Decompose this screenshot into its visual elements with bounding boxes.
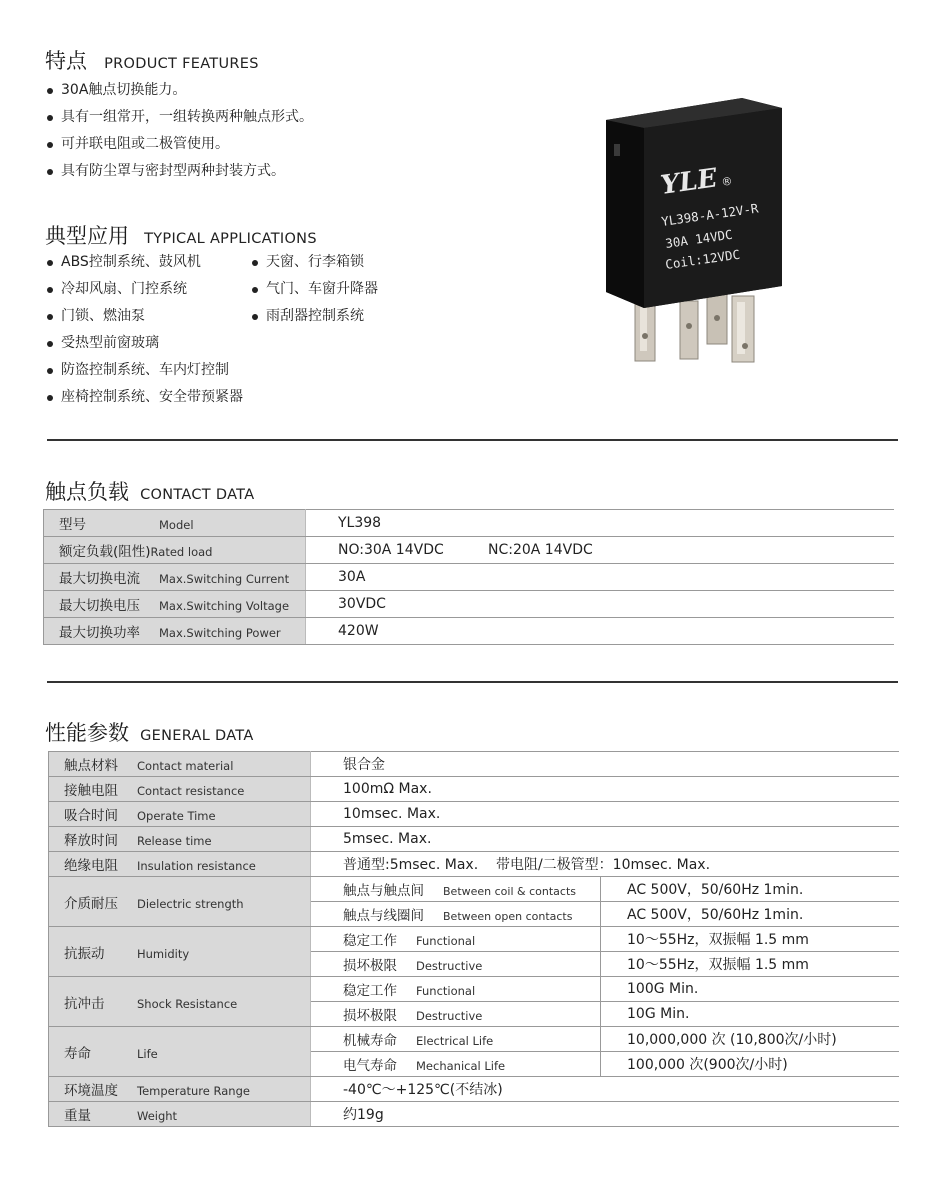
applications-title-en: TYPICAL APPLICATIONS: [144, 231, 317, 247]
relay-model-label: YL398-A-12V-R: [660, 200, 760, 229]
list-item: 天窗、行李箱锁: [250, 249, 378, 276]
row-label-cn: 释放时间: [64, 833, 118, 849]
relay-registered-mark: ®: [720, 174, 734, 189]
table-row: [49, 1102, 899, 1127]
row-label-en: Operate Time: [137, 809, 216, 823]
general-heading: [45, 717, 254, 747]
relay-coil-label: Coil:12VDC: [664, 246, 741, 272]
table-row: [49, 977, 899, 1002]
row-label-en: Dielectric strength: [137, 896, 244, 911]
list-item: 30A触点切换能力。: [45, 77, 313, 104]
list-item: 具有一组常开，一组转换两种触点形式。: [45, 104, 313, 131]
list-item: 座椅控制系统、安全带预紧器: [45, 384, 243, 411]
row-value: 10～55Hz，双振幅 1.5 mm: [601, 927, 899, 952]
general-title-cn: 性能参数: [45, 721, 129, 745]
sub-label-en: Destructive: [416, 959, 483, 973]
relay-rating-label: 30A 14VDC: [664, 226, 734, 251]
general-title-en: GENERAL DATA: [140, 728, 254, 744]
sub-label-cn: 损坏极限: [343, 1008, 397, 1024]
row-label-en: Rated load: [150, 545, 213, 559]
row-value: 银合金: [311, 752, 899, 777]
sub-label-cn: 稳定工作: [343, 933, 397, 949]
table-row: [49, 752, 899, 777]
row-label-en: Model: [159, 518, 194, 532]
applications-list-left: [45, 249, 243, 411]
list-item: 冷却风扇、门控系统: [45, 276, 243, 303]
table-row: [44, 618, 894, 645]
row-label-en: Shock Resistance: [137, 996, 238, 1011]
row-value: -40℃～+125℃(不结冰): [311, 1077, 899, 1102]
row-label-en: Weight: [137, 1109, 178, 1123]
sub-label-cn: 电气寿命: [343, 1058, 397, 1074]
list-item: 防盗控制系统、车内灯控制: [45, 357, 243, 384]
row-label-cn: 重量: [64, 1108, 91, 1124]
row-value: YL398: [306, 510, 894, 537]
table-row: [44, 510, 894, 537]
table-row: [49, 877, 899, 902]
row-label-cn: 最大切换功率: [59, 625, 140, 641]
contact-title-cn: 触点负载: [45, 480, 129, 504]
row-label-cn: 寿命: [64, 1045, 91, 1062]
row-label-en: Release time: [137, 834, 212, 848]
row-value: 420W: [306, 618, 894, 645]
row-label-en: Max.Switching Current: [159, 572, 290, 586]
row-value: AC 500V，50/60Hz 1min.: [601, 902, 899, 927]
sub-label-cn: 触点与线圈间: [343, 908, 424, 924]
features-title-en: PRODUCT FEATURES: [104, 56, 259, 72]
contact-heading: [45, 476, 254, 506]
sub-label-en: Destructive: [416, 1009, 483, 1023]
row-value: AC 500V，50/60Hz 1min.: [601, 877, 899, 902]
row-value: 100G Min.: [601, 977, 899, 1002]
list-item: 受热型前窗玻璃: [45, 330, 243, 357]
row-label-en: Insulation resistance: [137, 859, 256, 873]
row-label-cn: 抗振动: [64, 945, 105, 962]
features-heading: [45, 45, 259, 75]
applications-title-cn: 典型应用: [45, 224, 129, 248]
row-label-cn: 环境温度: [64, 1083, 118, 1099]
applications-heading: [45, 220, 317, 250]
table-row: [44, 537, 894, 564]
sub-label-cn: 损坏极限: [343, 958, 397, 974]
sub-label-en: Between open contacts: [443, 910, 573, 923]
sub-label-en: Functional: [416, 934, 476, 948]
row-label-en: Contact resistance: [137, 784, 245, 798]
row-value: 10～55Hz，双振幅 1.5 mm: [601, 952, 899, 977]
table-row: [49, 1027, 899, 1052]
row-value: 5msec. Max.: [311, 827, 899, 852]
row-value: 10G Min.: [601, 1002, 899, 1027]
row-label-cn: 最大切换电压: [59, 598, 140, 614]
row-label-en: Temperature Range: [137, 1084, 250, 1098]
row-value: 10,000,000 次 (10,800次/小时): [601, 1027, 899, 1052]
row-label-cn: 额定负载(阻性): [59, 544, 151, 560]
sub-label-en: Functional: [416, 984, 476, 998]
row-value-no: NO:30A 14VDC: [338, 542, 444, 558]
contact-title-en: CONTACT DATA: [140, 487, 255, 503]
table-row: [49, 827, 899, 852]
table-row: [49, 777, 899, 802]
row-value: 30VDC: [306, 591, 894, 618]
sub-label-en: Between coil & contacts: [443, 885, 576, 898]
row-value: 100,000 次(900次/小时): [601, 1052, 899, 1077]
row-label-cn: 吸合时间: [64, 808, 118, 824]
row-value: 10msec. Max.: [311, 802, 899, 827]
list-item: 气门、车窗升降器: [250, 276, 378, 303]
list-item: 雨刮器控制系统: [250, 303, 378, 330]
relay-brand: YLE: [658, 163, 720, 201]
sub-label-cn: 触点与触点间: [343, 883, 424, 899]
table-row: [49, 1077, 899, 1102]
relay-product-image: [592, 96, 802, 366]
features-title-cn: 特点: [45, 49, 87, 73]
features-list: [45, 77, 313, 185]
applications-list-right: [250, 249, 378, 330]
row-value: 约19g: [311, 1102, 899, 1127]
table-row: [44, 591, 894, 618]
row-label-cn: 触点材料: [64, 758, 118, 774]
row-value: 100mΩ Max.: [311, 777, 899, 802]
row-label-cn: 接触电阻: [64, 783, 118, 799]
sub-label-en: Electrical Life: [416, 1034, 494, 1048]
row-label-cn: 绝缘电阻: [64, 858, 118, 874]
table-row: [44, 564, 894, 591]
contact-data-table: [43, 509, 894, 645]
row-label-en: Humidity: [137, 946, 190, 961]
sub-label-en: Mechanical Life: [416, 1059, 506, 1073]
row-value: 30A: [306, 564, 894, 591]
section-divider: [47, 681, 898, 683]
row-label-en: Contact material: [137, 759, 234, 773]
list-item: 门锁、燃油泵: [45, 303, 243, 330]
row-label-en: Life: [137, 1046, 158, 1061]
row-value: 普通型:5msec. Max. 带电阻/二极管型：10msec. Max.: [311, 852, 899, 877]
general-data-table: [48, 751, 899, 1127]
list-item: ABS控制系统、鼓风机: [45, 249, 243, 276]
sub-label-cn: 机械寿命: [343, 1033, 397, 1049]
list-item: 可并联电阻或二极管使用。: [45, 131, 313, 158]
row-label-cn: 介质耐压: [64, 895, 118, 912]
table-row: [49, 852, 899, 877]
sub-label-cn: 稳定工作: [343, 983, 397, 999]
list-item: 具有防尘罩与密封型两种封装方式。: [45, 158, 313, 185]
table-row: [49, 802, 899, 827]
row-label-en: Max.Switching Power: [159, 626, 281, 640]
row-label-cn: 抗冲击: [64, 995, 105, 1012]
row-value-nc: NC:20A 14VDC: [488, 542, 593, 558]
row-label-cn: 最大切换电流: [59, 571, 140, 587]
section-divider: [47, 439, 898, 441]
row-label-en: Max.Switching Voltage: [159, 599, 290, 613]
row-label-cn: 型号: [59, 517, 86, 533]
table-row: [49, 927, 899, 952]
